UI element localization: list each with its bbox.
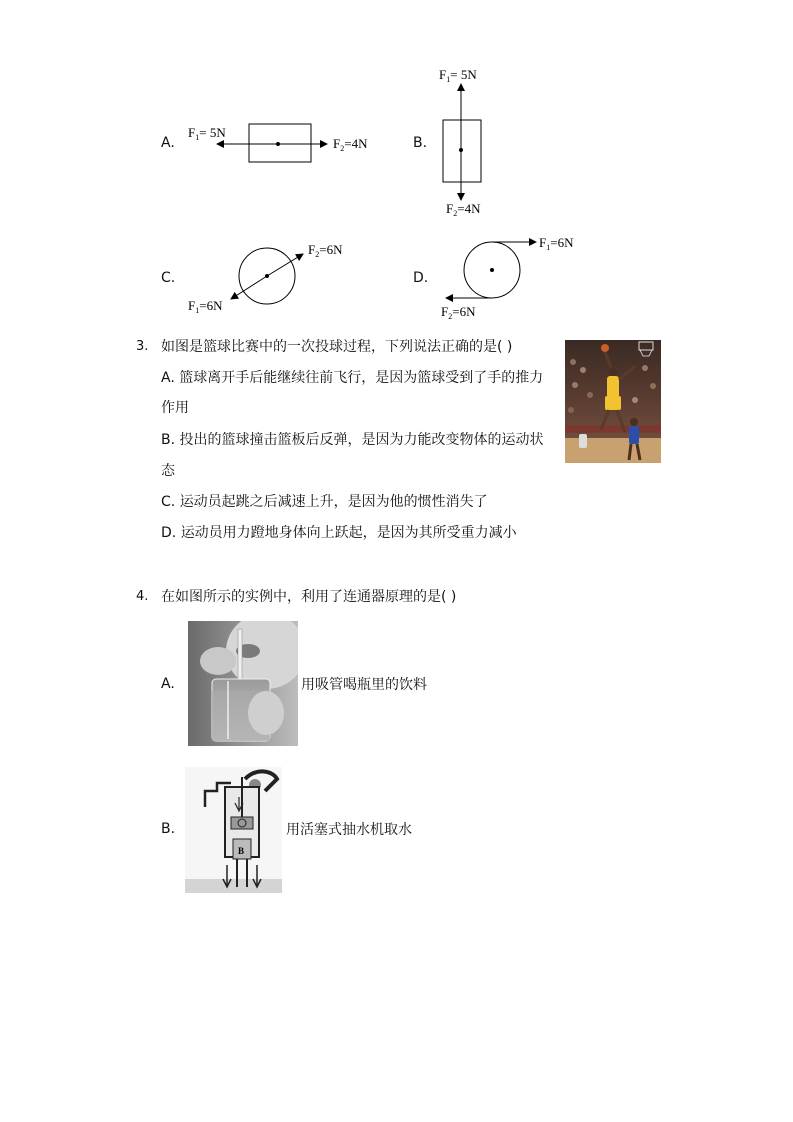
question-3-stem: 如图是篮球比赛中的一次投球过程，下列说法正确的是( ) [161,339,513,355]
option-letter: C. [161,494,176,510]
option-text: 运动员用力蹬地身体向上跃起，是因为其所受重力减小 [180,525,517,541]
q3-option-a [161,368,543,388]
q4-option-b-letter: B. [161,821,176,837]
option-a-letter: A. [161,135,175,151]
f1-label: $F_1= 5N$ [439,67,477,84]
center-dot [490,268,494,272]
option-text: 投出的篮球撞击篮板后反弹，是因为力能改变物体的运动状 [179,432,544,448]
block-rect [249,124,311,162]
f2-label: $F_2=6N$ [308,242,343,259]
q4-option-a-caption: 用吸管喝瓶里的饮料 [301,677,427,693]
center-dot [459,148,463,152]
force-diagram-d [438,232,608,324]
label-b: B [238,846,245,856]
q3-option-b [161,430,544,450]
piston-pump-diagram [185,767,282,893]
f2-label: $F_2=4N$ [446,201,481,218]
question-3-number: 3. [136,339,149,354]
question-4-stem: 在如图所示的实例中，利用了连通器原理的是( ) [161,589,457,605]
f1-label: $F_1= 5N$ [188,125,226,142]
q4-option-a-letter: A. [161,676,175,692]
force-arrow-f2 [267,254,303,276]
option-letter: D. [161,525,177,541]
force-diagram-b [430,62,510,222]
q3-option-c [161,492,488,512]
option-c-letter: C. [161,270,176,286]
force-arrow-f1 [231,276,267,299]
option-letter: A. [161,370,175,386]
f2-label: $F_2=4N$ [333,136,368,153]
q4-option-b-caption: 用活塞式抽水机取水 [286,822,412,838]
option-text: 篮球离开手后能继续往前飞行，是因为篮球受到了手的推力 [179,370,544,386]
straw-drinking-photo [188,621,298,746]
option-letter: B. [161,432,176,448]
force-diagram-a [185,118,385,168]
f2-label: $F_2=6N$ [441,304,476,321]
q3-option-d [161,523,517,543]
question-4-number: 4. [136,589,149,604]
basketball-dunk-photo [565,340,661,463]
q3-option-b-cont: 态 [161,463,175,479]
force-diagram-c [185,236,365,318]
f1-label: $F_1=6N$ [188,298,223,315]
option-b-letter: B. [413,135,428,151]
option-d-letter: D. [413,270,429,286]
f1-label: $F_1=6N$ [539,235,574,252]
center-dot [265,274,269,278]
option-text: 运动员起跳之后减速上升，是因为他的惯性消失了 [179,494,488,510]
q3-option-a-cont: 作用 [161,400,189,416]
center-dot [276,142,280,146]
